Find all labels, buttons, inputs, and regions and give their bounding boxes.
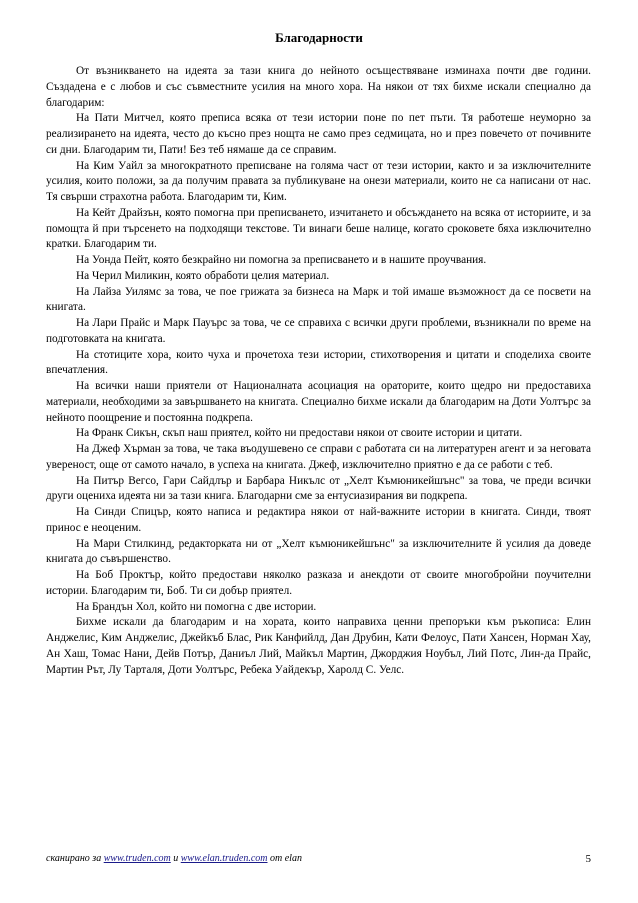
scan-credit-middle: и <box>170 853 181 864</box>
paragraph: На Питър Вегсо, Гари Сайдлър и Барбара Никълс от „Хелт Къмюникейшънс" за това, че преди всички други оцениха идеята ни за тази книга. Благодарни сме за ентусиазирания ви подкрепа. <box>46 474 591 503</box>
paragraph: На Черил Миликин, която обработи целия материал. <box>76 269 330 282</box>
paragraph: На Кейт Драйзън, която помогна при преписването, изчитането и обсъждането на всяка от историите, и за помощта й при търсенето на подходящи текстове. Ти винаги беше налице, когато сроковете бяха изключително кратки. Благодарим ти. <box>46 206 591 251</box>
paragraph: На Франк Сикън, скъп наш приятел, който ни предостави някои от своите истории и цитати. <box>76 427 523 440</box>
truden-link[interactable]: www.truden.com <box>103 853 171 864</box>
acknowledgements-body <box>46 64 591 678</box>
paragraph: На Джеф Хърман за това, че така въодушевено се справи с работата си на литературен агент и за неговата увереност, още от самото начало, в успеха на книгата. Джеф, изключително приятно е да се работи с теб. <box>46 443 591 471</box>
paragraph: На Синди Спицър, която написа и редактира някои от най-важните истории в книгата. Синди, твоят принос е неоценим. <box>46 506 591 534</box>
paragraph: На всички наши приятели от Националната асоциация на ораторите, които щедро ни предоставиха материали, необходими за завършването на книгата. Специално бихме искали да благодарим на Доти Уолтърс за нейното поощрение и постоянна подкрепа. <box>46 380 591 424</box>
scan-credit-suffix: от elan <box>267 853 302 864</box>
paragraph: Бихме искали да благодарим и на хората, които направиха ценни препоръки към ръкописа: Елин Анджелис, Ким Анджелис, Джейкъб Блас, Рик Канфийлд, Дан Друбин, Кати Фелоус, Пати Хансен, Норман Хау, Ан Хаш, Томас Нани, Дейв Потър, Даниъл Лий, Майкъл Мартин, Джорджия Ноубъл, Лий Потс, Лин-да Прайс, Мартин Рът, Лу Тарталя, Доти Уолтърс, Ребека Уайдекър, Харолд С. Уелс. <box>46 616 591 676</box>
paragraph: На Лайза Уилямс за това, че пое грижата за бизнеса на Марк и той имаше възможност да се посвети на книгата. <box>46 285 591 314</box>
scan-credit-prefix: сканирано за <box>46 853 104 864</box>
paragraph: На стотиците хора, които чуха и прочетоха тези истории, стихотворения и цитати и споделиха своите впечатления. <box>46 348 591 377</box>
paragraph: На Лари Прайс и Марк Пауърс за това, че се справиха с всички други проблеми, възникнали по време на подготовката на книгата. <box>46 317 591 345</box>
scan-credit <box>46 852 302 866</box>
page-number: 5 <box>585 853 591 865</box>
elan-truden-link[interactable]: www.elan.truden.com <box>180 853 268 864</box>
paragraph: На Пати Митчел, която преписа всяка от тези истории поне по пет пъти. Тя работеше неуморно за реализирането на идеята, често до късно през нощта не само през седмицата, но и през повечето от почивните си дни. Благодарим ти, Пати! Без теб нямаше да се справим. <box>46 112 591 156</box>
paragraph: На Мари Стилкинд, редакторката ни от „Хелт къмюникейшънс" за изключителните й усилия да доведе книгата до съвършенство. <box>46 537 591 566</box>
paragraph: На Боб Проктър, който предостави няколко разказа и анекдоти от своите многобройни поучителни истории. Благодарим ти, Боб. Ти си добър приятел. <box>46 569 591 597</box>
page-footer <box>46 852 591 866</box>
paragraph: На Уонда Пейт, която безкрайно ни помогна за преписването и в нашите проучвания. <box>76 254 487 266</box>
paragraph: От възникването на идеята за тази книга до нейното осъществяване изминаха почти две години. Създадена е с любов и със съвместните усилия на много хора. На някои от тях бихме искали специално да благодарим: <box>46 65 591 109</box>
paragraph: На Брандън Хол, който ни помогна с две истории. <box>76 600 317 613</box>
page-title: Благодарности <box>275 30 363 45</box>
paragraph: На Ким Уайл за многократното преписване на голяма част от тези истории, както и за изключителните усилия, които положи, за да получим правата за публикуване на онези материали, които не са написани от нас. Тя свърши страхотна работа. Благодарим ти, Ким. <box>46 159 591 203</box>
